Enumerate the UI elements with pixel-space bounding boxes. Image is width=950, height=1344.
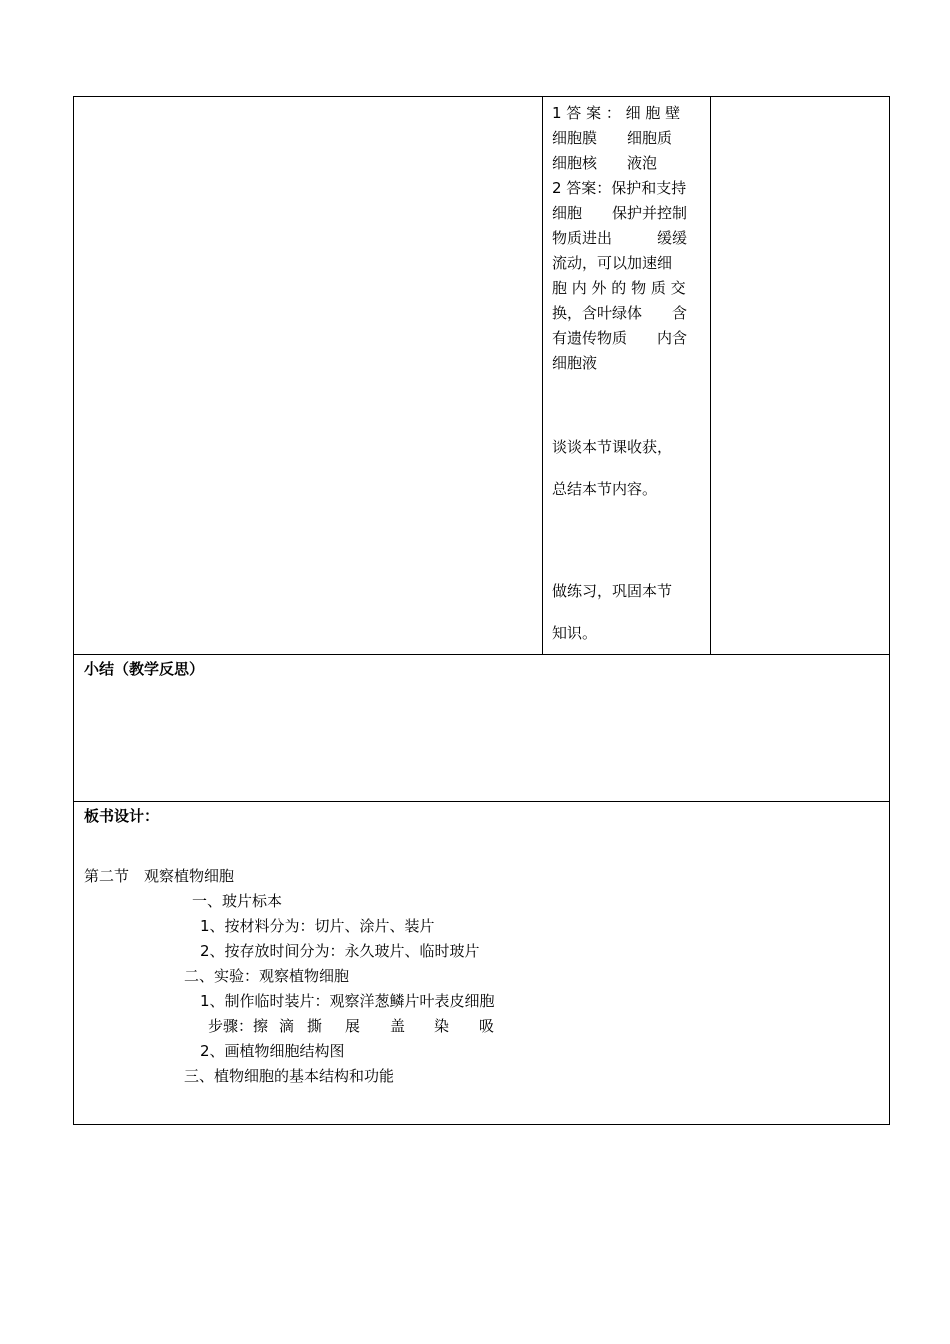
answer2-line: 细胞 保护并控制 — [552, 204, 688, 222]
step-item: 滴 — [279, 1017, 295, 1035]
summary-cell — [74, 655, 890, 802]
step-item: 撕 — [307, 1017, 323, 1035]
summary-row — [74, 655, 890, 802]
answer-block — [543, 97, 710, 654]
practice-prompt: 做练习，巩固本节 — [552, 582, 673, 600]
answer2-line: 胞 内 外 的 物 质 交 — [552, 279, 686, 297]
answer2-line: 细胞液 — [552, 354, 598, 372]
outline-item: 1、按材料分为：切片、涂片、装片 — [200, 917, 435, 935]
process-row — [74, 97, 890, 655]
outline-item: 二、实验：观察植物细胞 — [184, 967, 350, 985]
steps-line — [208, 1016, 494, 1036]
answer1-line: 细胞核 液泡 — [552, 154, 658, 172]
step-item: 展 — [345, 1017, 361, 1035]
answer2-line: 流动，可以加速细 — [552, 254, 673, 272]
answer2-line: 物质进出 缓缓 — [552, 229, 688, 247]
board-title: 板书设计： — [84, 807, 160, 825]
board-cell — [74, 802, 890, 1125]
outline-item: 2、画植物细胞结构图 — [200, 1042, 345, 1060]
board-row — [74, 802, 890, 1125]
step-item: 染 — [434, 1017, 450, 1035]
outline-item: 1、制作临时装片：观察洋葱鳞片叶表皮细胞 — [200, 992, 495, 1010]
answer2-line: 换，含叶绿体 含 — [552, 304, 688, 322]
board-design — [74, 802, 889, 1124]
reflection-prompt: 总结本节内容。 — [552, 480, 658, 498]
answer1-line: 细胞膜 细胞质 — [552, 129, 673, 147]
teacher-activity-cell — [74, 97, 543, 655]
design-intent-cell — [711, 97, 890, 655]
answer1-line: 1 答 案 ： 细 胞 壁 — [552, 104, 681, 122]
lesson-table — [73, 96, 890, 1125]
section-heading: 第二节 观察植物细胞 — [84, 867, 235, 885]
outline-item: 2、按存放时间分为：永久玻片、临时玻片 — [200, 942, 480, 960]
outline-item: 三、植物细胞的基本结构和功能 — [184, 1067, 395, 1085]
steps-label: 步骤： — [208, 1017, 254, 1035]
reflection-prompt: 谈谈本节课收获， — [552, 438, 673, 456]
answer2-line: 2 答案：保护和支持 — [552, 179, 687, 197]
outline-item: 一、玻片标本 — [192, 892, 283, 910]
practice-prompt: 知识。 — [552, 624, 598, 642]
step-item: 盖 — [390, 1017, 406, 1035]
answer2-line: 有遗传物质 内含 — [552, 329, 688, 347]
step-item: 擦 — [253, 1017, 269, 1035]
step-item: 吸 — [479, 1017, 495, 1035]
student-activity-cell — [543, 97, 711, 655]
summary-title: 小结（教学反思） — [84, 660, 205, 678]
